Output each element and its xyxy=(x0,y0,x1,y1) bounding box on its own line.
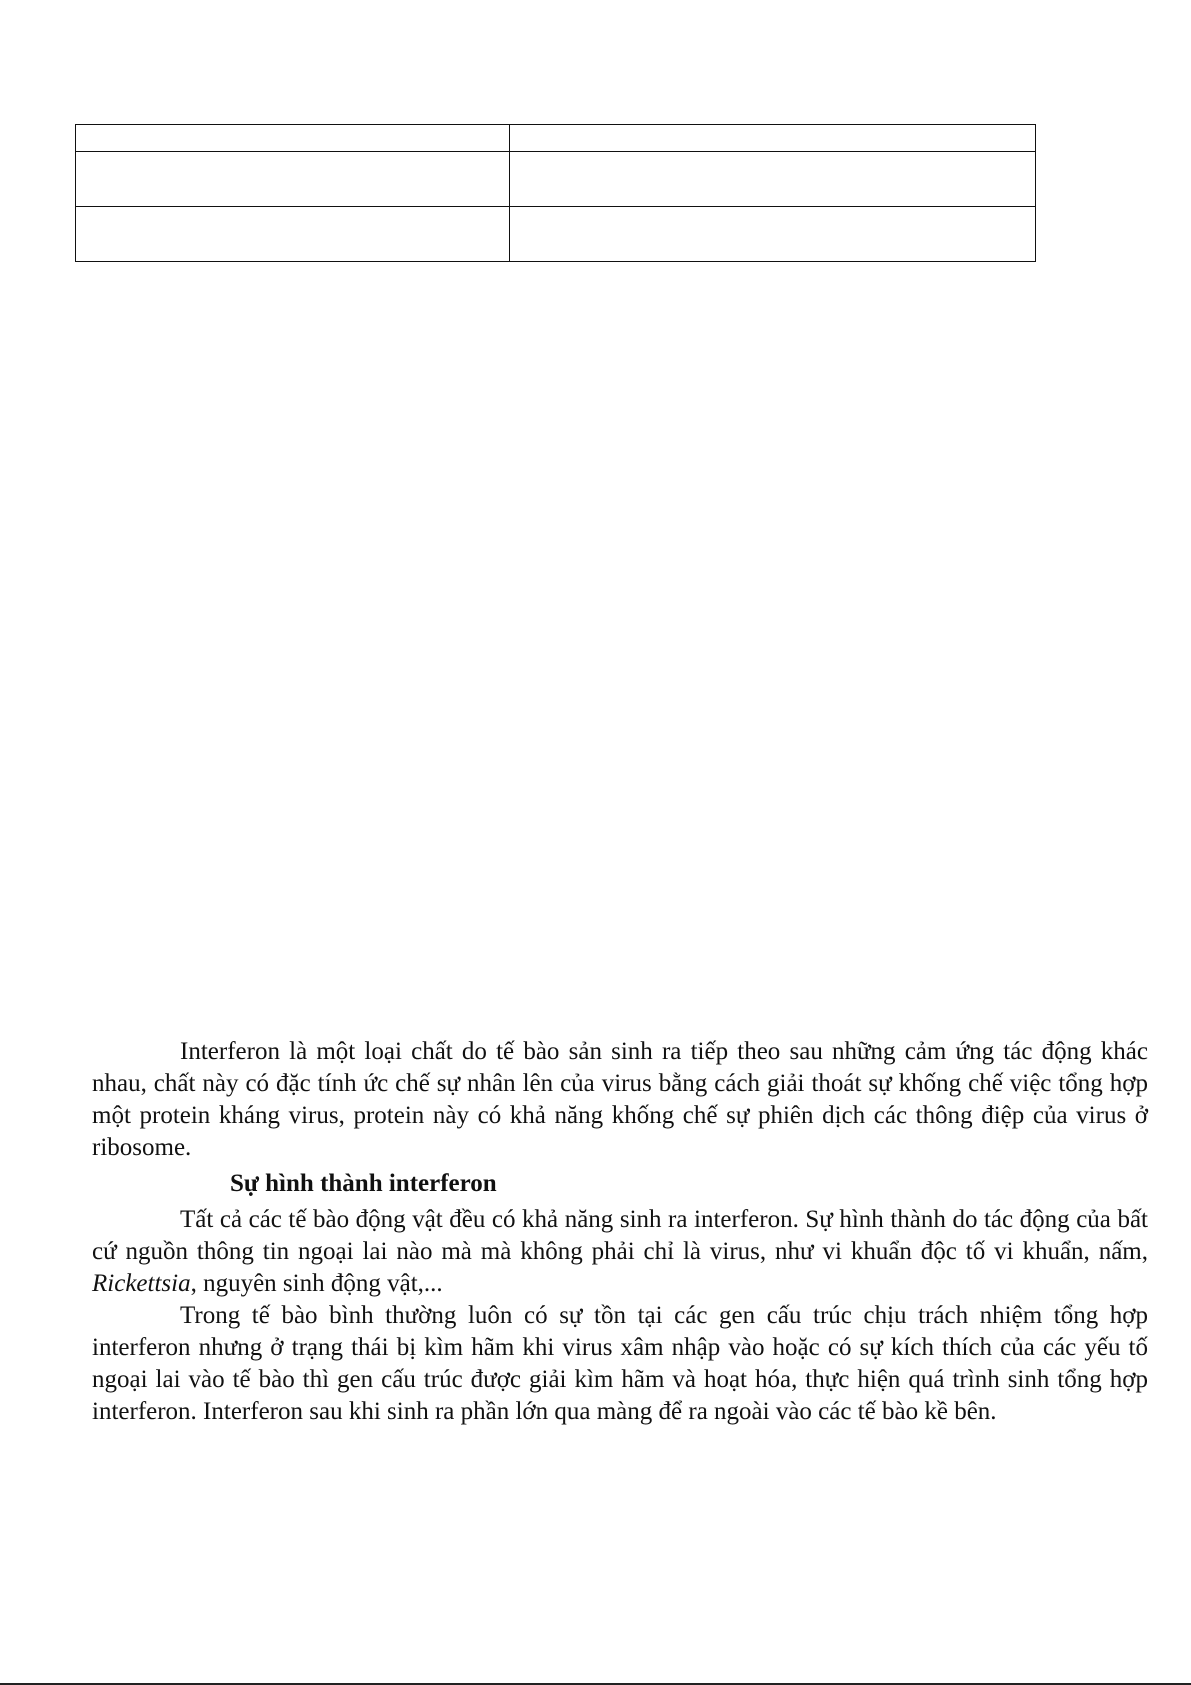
paragraph-interferon-definition: Interferon là một loại chất do tế bào sản sinh ra tiếp theo sau những cảm ứng tác động khác nhau, chất này có đặc tính ức chế sự nhân lên của virus bằng cách giải thoát sự khống chế việc tổng hợp một protein kháng virus, protein này có khả năng khống chế sự phiên dịch các thông điệp của virus ở ribosome. xyxy=(92,1038,1148,1161)
body-text xyxy=(92,1036,1148,1428)
table-row xyxy=(76,152,1036,207)
table-cell xyxy=(76,207,510,262)
table-cell xyxy=(510,125,1036,152)
empty-table xyxy=(75,124,1036,262)
table-cell xyxy=(510,207,1036,262)
paragraph-text: Tất cả các tế bào động vật đều có khả năng sinh ra interferon. Sự hình thành do tác động của bất cứ nguồn thông tin ngoại lai nào mà mà không phải chỉ là virus, như vi khuẩn độc tố vi khuẩn, nấm, xyxy=(92,1206,1148,1265)
italic-term: Rickettsia xyxy=(92,1270,191,1297)
table-cell xyxy=(510,152,1036,207)
paragraph-text: , nguyên sinh động vật,... xyxy=(190,1270,443,1297)
paragraph-interferon-formation xyxy=(92,1204,1148,1300)
table-cell xyxy=(76,152,510,207)
table-cell xyxy=(76,125,510,152)
section-heading: Sự hình thành interferon xyxy=(230,1170,497,1197)
table-row xyxy=(76,207,1036,262)
table-row xyxy=(76,125,1036,152)
paragraph-gene-regulation: Trong tế bào bình thường luôn có sự tồn tại các gen cấu trúc chịu trách nhiệm tổng hợp interferon nhưng ở trạng thái bị kìm hãm khi virus xâm nhập vào hoặc có sự kích thích của các yếu tố ngoại lai vào tế bào thì gen cấu trúc được giải kìm hãm và hoạt hóa, thực hiện quá trình sinh tổng hợp interferon. Interferon sau khi sinh ra phần lớn qua màng để ra ngoài vào các tế bào kề bên. xyxy=(92,1302,1148,1425)
